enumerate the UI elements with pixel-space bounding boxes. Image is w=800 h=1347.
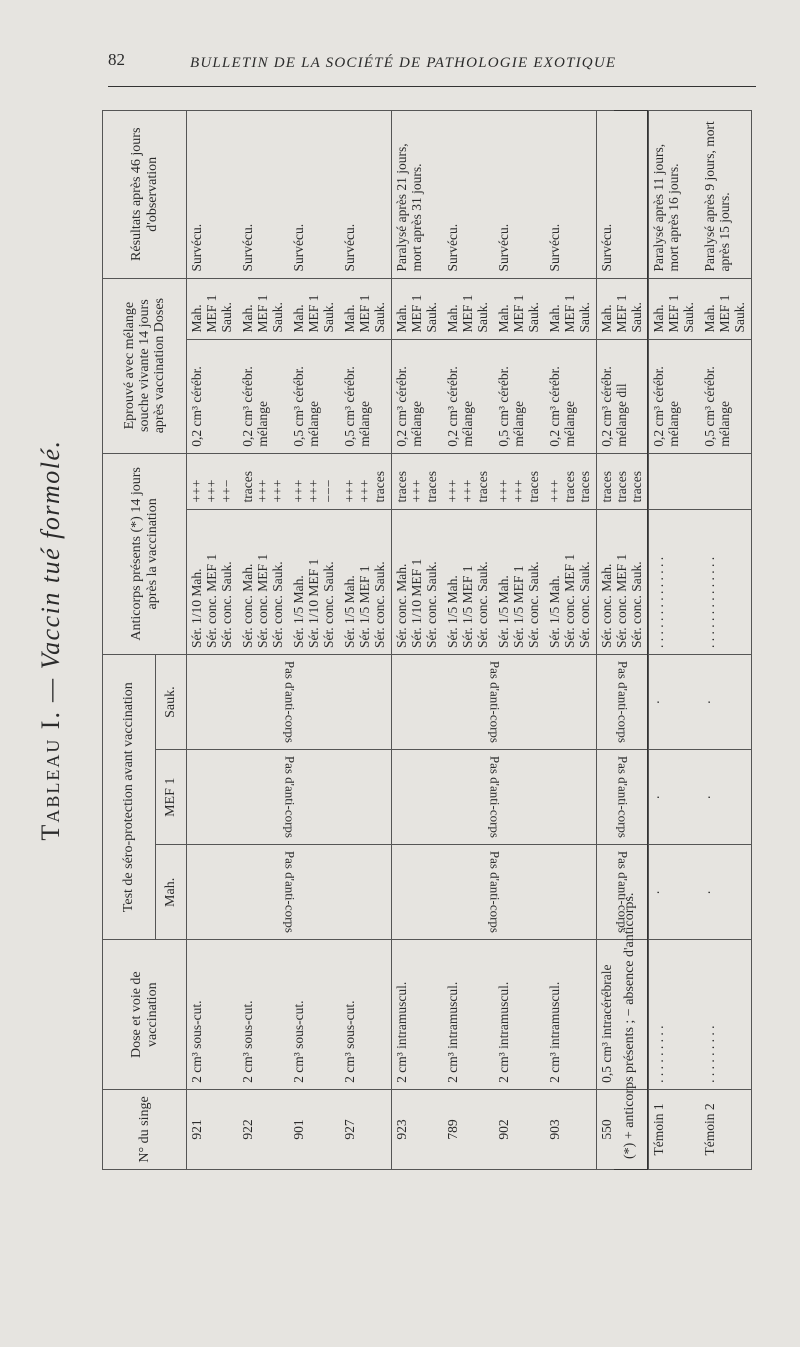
cell-test-empty: · bbox=[649, 845, 701, 940]
antibody-result-line: traces bbox=[577, 471, 592, 503]
cell-antibody-sera bbox=[340, 509, 392, 655]
antibody-result-line: traces bbox=[599, 471, 614, 503]
cell-test-mah bbox=[187, 845, 392, 940]
strain-line: Sauk. bbox=[321, 302, 336, 333]
cell-monkey-no: 902 bbox=[494, 1089, 545, 1169]
cell-test-mah bbox=[392, 845, 597, 940]
caption-prefix: Tableau I. bbox=[36, 710, 65, 841]
antibody-result-line: traces bbox=[475, 471, 490, 503]
cell-result: Survécu. bbox=[597, 111, 649, 279]
antibody-result-line: traces bbox=[372, 471, 387, 503]
table-body bbox=[187, 111, 752, 1170]
strain-line: Sauk. bbox=[732, 302, 747, 333]
strain-line: MEF 1 bbox=[614, 294, 629, 333]
cell-challenge-dose: 0,2 cm³ cérébr. mélange bbox=[443, 339, 494, 453]
cell-result: Survécu. bbox=[545, 111, 597, 279]
table-row bbox=[545, 111, 597, 1170]
cell-challenge-strains bbox=[649, 278, 701, 339]
antibody-line: Sér. conc. Sauk. bbox=[526, 561, 541, 649]
strain-line: Mah. bbox=[445, 304, 460, 333]
cell-dose: 0,5 cm³ intracérébrale bbox=[597, 940, 649, 1089]
antibody-result-line: traces bbox=[526, 471, 541, 503]
antibody-line: Sér. conc. Sauk. bbox=[321, 561, 336, 649]
cell-antibody-sera bbox=[443, 509, 494, 655]
antibody-line: Sér. conc. MEF 1 bbox=[614, 553, 629, 649]
strain-line: Sauk. bbox=[270, 302, 285, 333]
cell-challenge-dose: 0,2 cm³ cérébr. mélange bbox=[238, 339, 289, 453]
antibody-line: Sér. conc. Sauk. bbox=[475, 561, 490, 649]
antibody-line: Sér. conc. MEF 1 bbox=[255, 553, 270, 649]
cell-dose: 2 cm³ sous-cut. bbox=[187, 940, 239, 1089]
antibody-result-line: +++ bbox=[189, 479, 204, 503]
strain-line: Sauk. bbox=[219, 302, 234, 333]
cell-dose: 2 cm³ intramuscul. bbox=[494, 940, 545, 1089]
caption-rest: — Vaccin tué formolé. bbox=[36, 439, 65, 711]
antibody-result-line: +++ bbox=[547, 479, 562, 503]
table-caption bbox=[36, 110, 66, 1170]
cell-dose: . . . . . . . . . bbox=[700, 940, 752, 1089]
table-row bbox=[238, 111, 289, 1170]
strain-line: MEF 1 bbox=[460, 294, 475, 333]
antibody-result-line: +++ bbox=[409, 479, 424, 503]
cell-antibody-sera bbox=[187, 509, 239, 655]
test-value: Pas d'anti-corps bbox=[615, 756, 631, 839]
page-number: 82 bbox=[108, 50, 125, 69]
strain-line: MEF 1 bbox=[255, 294, 270, 333]
strain-line: Mah. bbox=[342, 304, 357, 333]
cell-antibody-result bbox=[649, 453, 701, 509]
cell-test-empty: · bbox=[700, 845, 752, 940]
table-row bbox=[443, 111, 494, 1170]
cell-test-mef bbox=[187, 750, 392, 845]
cell-test-empty: · bbox=[649, 655, 701, 750]
cell-dose: 2 cm³ intramuscul. bbox=[392, 940, 444, 1089]
cell-monkey-no: 922 bbox=[238, 1089, 289, 1169]
cell-test-empty: · bbox=[700, 750, 752, 845]
header-eprouve: Eprouvé avec mélange souche vivante 14 jours après vaccination Doses bbox=[103, 278, 187, 453]
cell-challenge-dose: 0,2 cm³ cérébr. bbox=[187, 339, 239, 453]
strain-line: Mah. bbox=[394, 304, 409, 333]
cell-challenge-strains bbox=[545, 278, 597, 339]
cell-dose: 2 cm³ intramuscul. bbox=[545, 940, 597, 1089]
test-value: Pas d'anti-corps bbox=[487, 661, 502, 744]
cell-monkey-no: 927 bbox=[340, 1089, 392, 1169]
antibody-result-line: +++ bbox=[496, 479, 511, 503]
table-row bbox=[649, 111, 701, 1170]
table-row bbox=[700, 111, 752, 1170]
cell-result: Paralysé après 21 jours, mort après 31 jours. bbox=[392, 111, 444, 279]
antibody-line: Sér. conc. Sauk. bbox=[424, 561, 439, 649]
header-test-sauk: Sauk. bbox=[156, 655, 187, 750]
antibody-result-line: traces bbox=[629, 471, 644, 503]
antibody-line: Sér. 1/5 MEF 1 bbox=[460, 565, 475, 649]
cell-antibody-result bbox=[340, 453, 392, 509]
antibody-result-line: +++ bbox=[270, 479, 285, 503]
antibody-line: Sér. 1/5 Mah. bbox=[342, 575, 357, 649]
cell-challenge-dose: 0,5 cm³ cérébr. mélange bbox=[289, 339, 340, 453]
antibody-result-line: +++ bbox=[255, 479, 270, 503]
cell-challenge-strains bbox=[700, 278, 752, 339]
antibody-line: . . . . . . . . . . . . . . bbox=[702, 556, 717, 649]
antibody-line: Sér. 1/10 MEF 1 bbox=[409, 558, 424, 649]
cell-antibody-sera bbox=[649, 509, 701, 655]
antibody-line: Sér. conc. Mah. bbox=[394, 563, 409, 649]
antibody-line: Sér. conc. Mah. bbox=[599, 563, 614, 649]
antibody-line: . . . . . . . . . . . . . . bbox=[651, 556, 666, 649]
strain-line: Sauk. bbox=[372, 302, 387, 333]
cell-antibody-result bbox=[289, 453, 340, 509]
cell-dose: 2 cm³ sous-cut. bbox=[238, 940, 289, 1089]
cell-challenge-dose: 0,5 cm³ cérébr. mélange bbox=[494, 339, 545, 453]
strain-line: MEF 1 bbox=[409, 294, 424, 333]
cell-result: Survécu. bbox=[289, 111, 340, 279]
antibody-result-line: +++ bbox=[445, 479, 460, 503]
strain-line: MEF 1 bbox=[204, 294, 219, 333]
cell-monkey-no: 903 bbox=[545, 1089, 597, 1169]
cell-antibody-sera bbox=[289, 509, 340, 655]
cell-antibody-result bbox=[238, 453, 289, 509]
strain-line: Mah. bbox=[651, 304, 666, 333]
table-row bbox=[392, 111, 444, 1170]
rotated-table-block bbox=[36, 110, 747, 1170]
cell-antibody-result bbox=[545, 453, 597, 509]
cell-antibody-result bbox=[443, 453, 494, 509]
antibody-result-line: traces bbox=[424, 471, 439, 503]
antibody-result-line: ++− bbox=[219, 479, 234, 503]
cell-challenge-dose: 0,2 cm³ cérébr. mélange bbox=[545, 339, 597, 453]
strain-line: Mah. bbox=[496, 304, 511, 333]
strain-line: MEF 1 bbox=[666, 294, 681, 333]
cell-challenge-dose: 0,2 cm³ cérébr. mélange bbox=[649, 339, 701, 453]
cell-challenge-strains bbox=[494, 278, 545, 339]
cell-antibody-sera bbox=[494, 509, 545, 655]
antibody-result-line: +++ bbox=[511, 479, 526, 503]
antibody-result-line: +++ bbox=[460, 479, 475, 503]
cell-result: Survécu. bbox=[443, 111, 494, 279]
antibody-result-line: +++ bbox=[357, 479, 372, 503]
strain-line: Mah. bbox=[547, 304, 562, 333]
antibody-line: Sér. 1/5 MEF 1 bbox=[511, 565, 526, 649]
antibody-line: Sér. 1/5 Mah. bbox=[291, 575, 306, 649]
cell-result: Survécu. bbox=[340, 111, 392, 279]
antibody-line: Sér. conc. MEF 1 bbox=[562, 553, 577, 649]
test-value: Pas d'anti-corps bbox=[487, 851, 502, 934]
antibody-result-line: +++ bbox=[306, 479, 321, 503]
test-value: Pas d'anti-corps bbox=[282, 661, 297, 744]
cell-result: Paralysé après 11 jours, mort après 16 jours. bbox=[649, 111, 701, 279]
antibody-result-line: +++ bbox=[291, 479, 306, 503]
cell-result: Paralysé après 9 jours, mort après 15 jours. bbox=[700, 111, 752, 279]
cell-test-empty: · bbox=[700, 655, 752, 750]
antibody-line: Sér. 1/5 Mah. bbox=[547, 575, 562, 649]
cell-challenge-dose: 0,2 cm³ cérébr. mélange bbox=[392, 339, 444, 453]
cell-challenge-dose: 0,5 cm³ cérébr. mélange bbox=[700, 339, 752, 453]
cell-challenge-dose: 0,2 cm³ cérébr. mélange dil bbox=[597, 339, 649, 453]
cell-test-empty: · bbox=[649, 750, 701, 845]
cell-result: Survécu. bbox=[187, 111, 239, 279]
cell-dose: 2 cm³ sous-cut. bbox=[340, 940, 392, 1089]
table-footnote: (*) + anticorps présents ; − absence d'anticorps. bbox=[614, 110, 648, 1170]
header-test-mef: MEF 1 bbox=[156, 750, 187, 845]
antibody-line: Sér. conc. Sauk. bbox=[219, 561, 234, 649]
header-anti: Anticorps présents (*) 14 jours après la vaccination bbox=[103, 453, 187, 654]
cell-result: Survécu. bbox=[494, 111, 545, 279]
cell-monkey-no: 921 bbox=[187, 1089, 239, 1169]
test-value: Pas d'anti-corps bbox=[615, 661, 631, 744]
cell-dose: 2 cm³ intramuscul. bbox=[443, 940, 494, 1089]
cell-antibody-result bbox=[494, 453, 545, 509]
cell-test-sauk bbox=[392, 655, 597, 750]
strain-line: Sauk. bbox=[526, 302, 541, 333]
header-test: Test de séro-protection avant vaccination bbox=[103, 655, 156, 940]
strain-line: Sauk. bbox=[475, 302, 490, 333]
test-value: Pas d'anti-corps bbox=[487, 756, 502, 839]
cell-antibody-sera bbox=[545, 509, 597, 655]
test-value: Pas d'anti-corps bbox=[615, 851, 631, 934]
table-row bbox=[187, 111, 239, 1170]
cell-result: Survécu. bbox=[238, 111, 289, 279]
table-row bbox=[289, 111, 340, 1170]
strain-line: MEF 1 bbox=[717, 294, 732, 333]
cell-challenge-strains bbox=[443, 278, 494, 339]
cell-antibody-result bbox=[700, 453, 752, 509]
antibody-result-line: −−− bbox=[321, 479, 336, 503]
antibody-line: Sér. conc. MEF 1 bbox=[204, 553, 219, 649]
table-row bbox=[340, 111, 392, 1170]
results-table bbox=[102, 110, 752, 1170]
strain-line: Sauk. bbox=[629, 302, 644, 333]
antibody-line: Sér. 1/10 MEF 1 bbox=[306, 558, 321, 649]
cell-dose: . . . . . . . . . bbox=[649, 940, 701, 1089]
strain-line: Mah. bbox=[599, 304, 614, 333]
strain-line: MEF 1 bbox=[562, 294, 577, 333]
cell-antibody-sera bbox=[392, 509, 444, 655]
antibody-line: Sér. conc. Sauk. bbox=[372, 561, 387, 649]
strain-line: Sauk. bbox=[424, 302, 439, 333]
cell-challenge-strains bbox=[187, 278, 239, 339]
test-value: Pas d'anti-corps bbox=[282, 851, 297, 934]
cell-dose: 2 cm³ sous-cut. bbox=[289, 940, 340, 1089]
strain-line: Mah. bbox=[291, 304, 306, 333]
antibody-result-line: traces bbox=[562, 471, 577, 503]
cell-monkey-no: 550 bbox=[597, 1089, 649, 1169]
antibody-result-line: traces bbox=[240, 471, 255, 503]
antibody-line: Sér. 1/5 Mah. bbox=[445, 575, 460, 649]
table-row bbox=[494, 111, 545, 1170]
cell-challenge-strains bbox=[392, 278, 444, 339]
journal-title: BULLETIN DE LA SOCIÉTÉ DE PATHOLOGIE EXOTIQUE bbox=[190, 55, 617, 71]
strain-line: MEF 1 bbox=[357, 294, 372, 333]
antibody-line: Sér. 1/5 MEF 1 bbox=[357, 565, 372, 649]
antibody-result-line: +++ bbox=[204, 479, 219, 503]
strain-line: MEF 1 bbox=[306, 294, 321, 333]
cell-challenge-strains bbox=[289, 278, 340, 339]
antibody-line: Sér. 1/5 Mah. bbox=[496, 575, 511, 649]
header-test-mah: Mah. bbox=[156, 845, 187, 940]
cell-monkey-no: 789 bbox=[443, 1089, 494, 1169]
antibody-line: Sér. conc. Sauk. bbox=[577, 561, 592, 649]
cell-challenge-strains bbox=[238, 278, 289, 339]
header-dose: Dose et voie de vaccination bbox=[103, 940, 187, 1089]
antibody-line: Sér. conc. Sauk. bbox=[629, 561, 644, 649]
cell-antibody-result bbox=[187, 453, 239, 509]
cell-antibody-result bbox=[392, 453, 444, 509]
header-no: N° du singe bbox=[103, 1089, 187, 1169]
cell-monkey-no: 901 bbox=[289, 1089, 340, 1169]
cell-monkey-no: Témoin 2 bbox=[700, 1089, 752, 1169]
antibody-result-line bbox=[652, 460, 667, 503]
strain-line: Mah. bbox=[189, 304, 204, 333]
cell-antibody-sera bbox=[238, 509, 289, 655]
header-rule bbox=[108, 86, 756, 87]
cell-challenge-dose: 0,5 cm³ cérébr. mélange bbox=[340, 339, 392, 453]
cell-test-mef bbox=[392, 750, 597, 845]
antibody-result-line: traces bbox=[394, 471, 409, 503]
cell-monkey-no: Témoin 1 bbox=[649, 1089, 701, 1169]
antibody-result-line: +++ bbox=[342, 479, 357, 503]
strain-line: Mah. bbox=[702, 304, 717, 333]
test-value: Pas d'anti-corps bbox=[282, 756, 297, 839]
antibody-line: Sér. conc. Mah. bbox=[240, 563, 255, 649]
cell-monkey-no: 923 bbox=[392, 1089, 444, 1169]
strain-line: Mah. bbox=[240, 304, 255, 333]
cell-challenge-strains bbox=[340, 278, 392, 339]
antibody-line: Sér. conc. Sauk. bbox=[270, 561, 285, 649]
strain-line: Sauk. bbox=[577, 302, 592, 333]
antibody-result-line bbox=[703, 460, 718, 503]
cell-antibody-sera bbox=[700, 509, 752, 655]
cell-test-sauk bbox=[187, 655, 392, 750]
strain-line: Sauk. bbox=[681, 302, 696, 333]
strain-line: MEF 1 bbox=[511, 294, 526, 333]
antibody-result-line: traces bbox=[614, 471, 629, 503]
header-result: Résultats après 46 jours d'observation bbox=[103, 111, 187, 279]
antibody-line: Sér. 1/10 Mah. bbox=[189, 568, 204, 649]
